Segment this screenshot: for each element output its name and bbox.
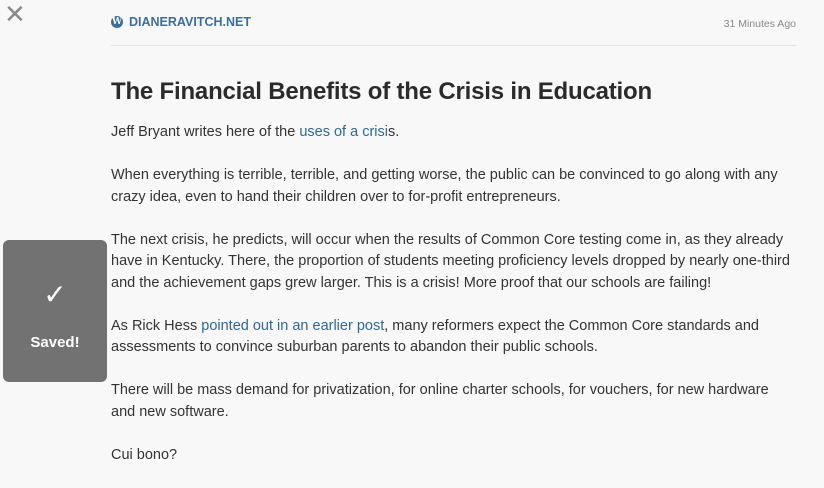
site-link[interactable] [111, 15, 251, 29]
text: s. [387, 124, 400, 140]
paragraph: When everything is terrible, terrible, and getting worse, the public can be convinced to go along with any crazy idea, even to hand their children over to for-profit entrepreneurs. [111, 167, 778, 205]
paragraph [111, 316, 796, 359]
close-icon[interactable]: ✕ [4, 0, 26, 29]
text: , many reformers expect the Common Core standards and assessments to convince suburban parents to abandon their public schools. [111, 317, 759, 355]
text: Jeff Bryant writes here of the [111, 124, 300, 140]
paragraph: The next crisis, he predicts, will occur when the results of Common Core testing come in, as they already have in Kentucky. There, the proportion of students meeting proficiency levels dropped by nearly one-third and the achievement gaps grew larger. This is a crisis! More proof that our schools are failing! [111, 231, 790, 291]
saved-label: Saved! [30, 334, 80, 351]
saved-toast [3, 240, 107, 382]
timestamp: 31 Minutes Ago [723, 17, 796, 30]
paragraph: There will be mass demand for privatization, for online charter schools, for vouchers, for new hardware and new software. [111, 382, 769, 420]
wordpress-icon: W [111, 16, 123, 27]
paragraph: Cui bono? [111, 446, 178, 463]
uses-of-crisis-link[interactable]: uses of a crisi [299, 124, 388, 140]
earlier-post-link[interactable]: pointed out in an earlier post [201, 317, 385, 334]
checkmark-icon: ✓ [43, 279, 67, 310]
text: As Rick Hess [111, 317, 202, 334]
article-meta [111, 0, 796, 46]
article [111, 0, 796, 488]
site-name: DIANERAVITCH.NET [129, 14, 251, 29]
article-title: The Financial Benefits of the Crisis in Education [111, 78, 652, 105]
paragraph [111, 122, 796, 144]
